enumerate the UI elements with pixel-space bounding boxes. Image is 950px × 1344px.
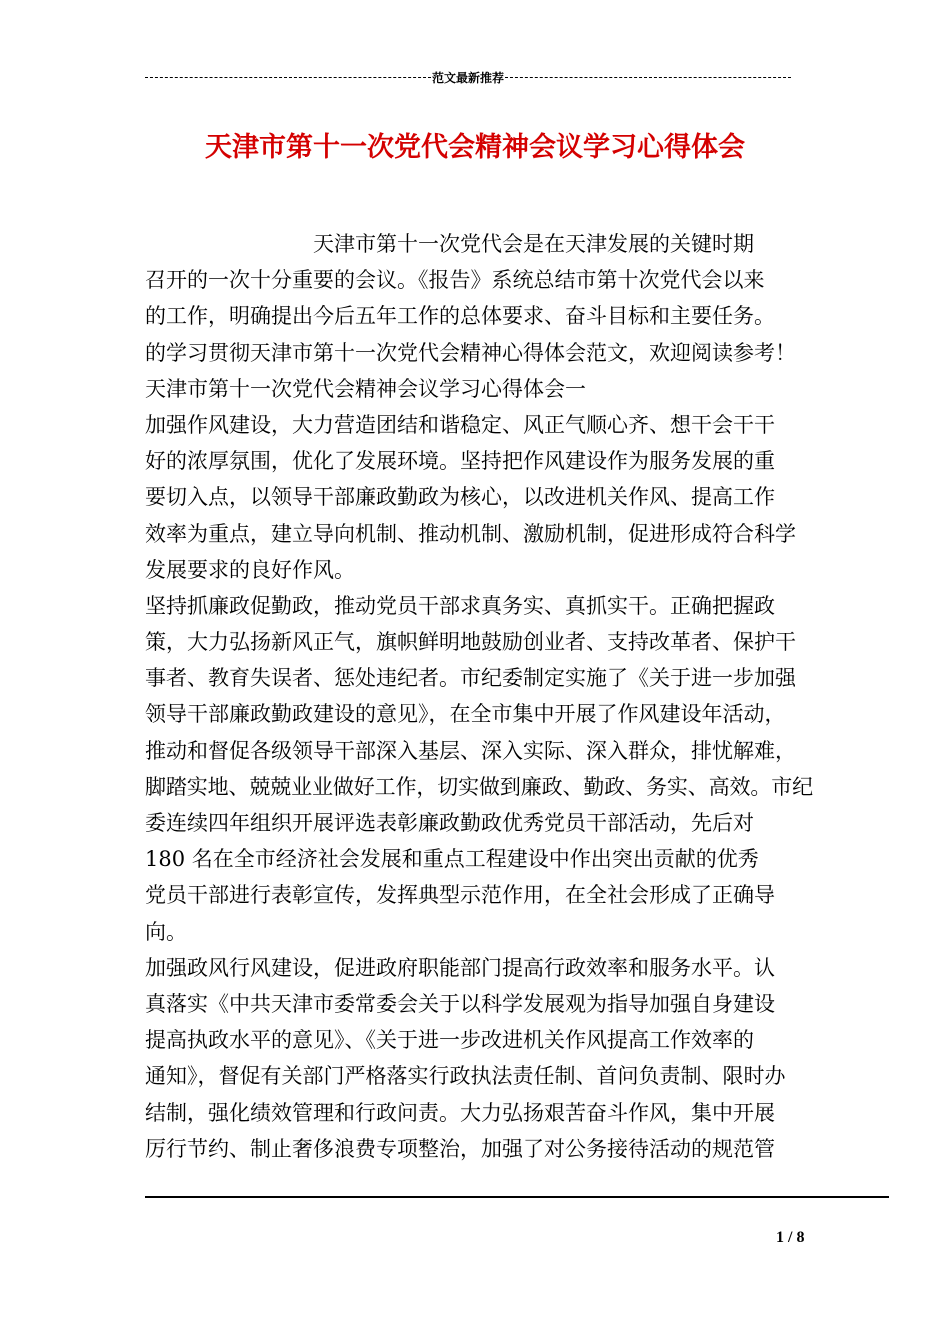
text-line: 策，大力弘扬新风正气，旗帜鲜明地鼓励创业者、支持改革者、保护干 bbox=[145, 630, 796, 655]
text-line: 召开的一次十分重要的会议。《报告》系统总结市第十次党代会以来 bbox=[145, 268, 765, 293]
document-title: 天津市第十一次党代会精神会议学习心得体会 bbox=[205, 132, 745, 163]
text-line: 真落实《中共天津市委常委会关于以科学发展观为指导加强自身建设 bbox=[145, 991, 775, 1016]
text-line: 发展要求的良好作风。 bbox=[145, 557, 355, 582]
text-line: 天津市第十一次党代会精神会议学习心得体会一 bbox=[145, 376, 586, 401]
page-number: 1 / 8 bbox=[776, 1229, 805, 1246]
text-line: 推动和督促各级领导干部深入基层、深入实际、深入群众，排忧解难， bbox=[145, 738, 796, 763]
text-line: 加强政风行风建设，促进政府职能部门提高行政效率和服务水平。认 bbox=[145, 955, 775, 980]
text-line: 通知》，督促有关部门严格落实行政执法责任制、首问负责制、限时办 bbox=[145, 1064, 786, 1089]
text-line: 的工作，明确提出今后五年工作的总体要求、奋斗目标和主要任务。 bbox=[145, 304, 775, 329]
header-dash-right bbox=[505, 77, 791, 78]
text-line: 结制，强化绩效管理和行政问责。大力弘扬艰苦奋斗作风，集中开展 bbox=[145, 1100, 775, 1125]
text-line: 效率为重点，建立导向机制、推动机制、激励机制，促进形成符合科学 bbox=[145, 521, 796, 546]
text-line: 的学习贯彻天津市第十一次党代会精神心得体会范文，欢迎阅读参考！ bbox=[145, 340, 796, 365]
text-line: 要切入点，以领导干部廉政勤政为核心，以改进机关作风、提高工作 bbox=[145, 485, 775, 510]
header-dash-left bbox=[145, 77, 431, 78]
text-line: 领导干部廉政勤政建设的意见》，在全市集中开展了作风建设年活动， bbox=[145, 702, 786, 727]
text-line: 事者、教育失误者、惩处违纪者。市纪委制定实施了《关于进一步加强 bbox=[145, 666, 796, 691]
header-divider bbox=[145, 68, 791, 86]
text-line: 厉行节约、制止奢侈浪费专项整治，加强了对公务接待活动的规范管 bbox=[145, 1136, 775, 1161]
text-line: 180 名在全市经济社会发展和重点工程建设中作出突出贡献的优秀 bbox=[145, 847, 759, 872]
text-line: 好的浓厚氛围，优化了发展环境。坚持把作风建设作为服务发展的重 bbox=[145, 449, 775, 474]
text-line: 坚持抓廉政促勤政，推动党员干部求真务实、真抓实干。正确把握政 bbox=[145, 593, 775, 618]
text-line: 提高执政水平的意见》、《关于进一步改进机关作风提高工作效率的 bbox=[145, 1028, 754, 1053]
text-line: 天津市第十一次党代会是在天津发展的关键时期 bbox=[145, 232, 754, 256]
footer-divider bbox=[145, 1196, 889, 1198]
text-line: 委连续四年组织开展评选表彰廉政勤政优秀党员干部活动，先后对 bbox=[145, 811, 754, 835]
document-body bbox=[145, 226, 813, 1167]
text-line: 脚踏实地、兢兢业业做好工作，切实做到廉政、勤政、务实、高效。市纪 bbox=[145, 774, 813, 799]
header-label: 范文最新推荐 bbox=[432, 70, 505, 85]
text-line: 加强作风建设，大力营造团结和谐稳定、风正气顺心齐、想干会干干 bbox=[145, 412, 775, 437]
text-line: 党员干部进行表彰宣传，发挥典型示范作用，在全社会形成了正确导 bbox=[145, 883, 775, 908]
text-line: 向。 bbox=[145, 919, 187, 944]
